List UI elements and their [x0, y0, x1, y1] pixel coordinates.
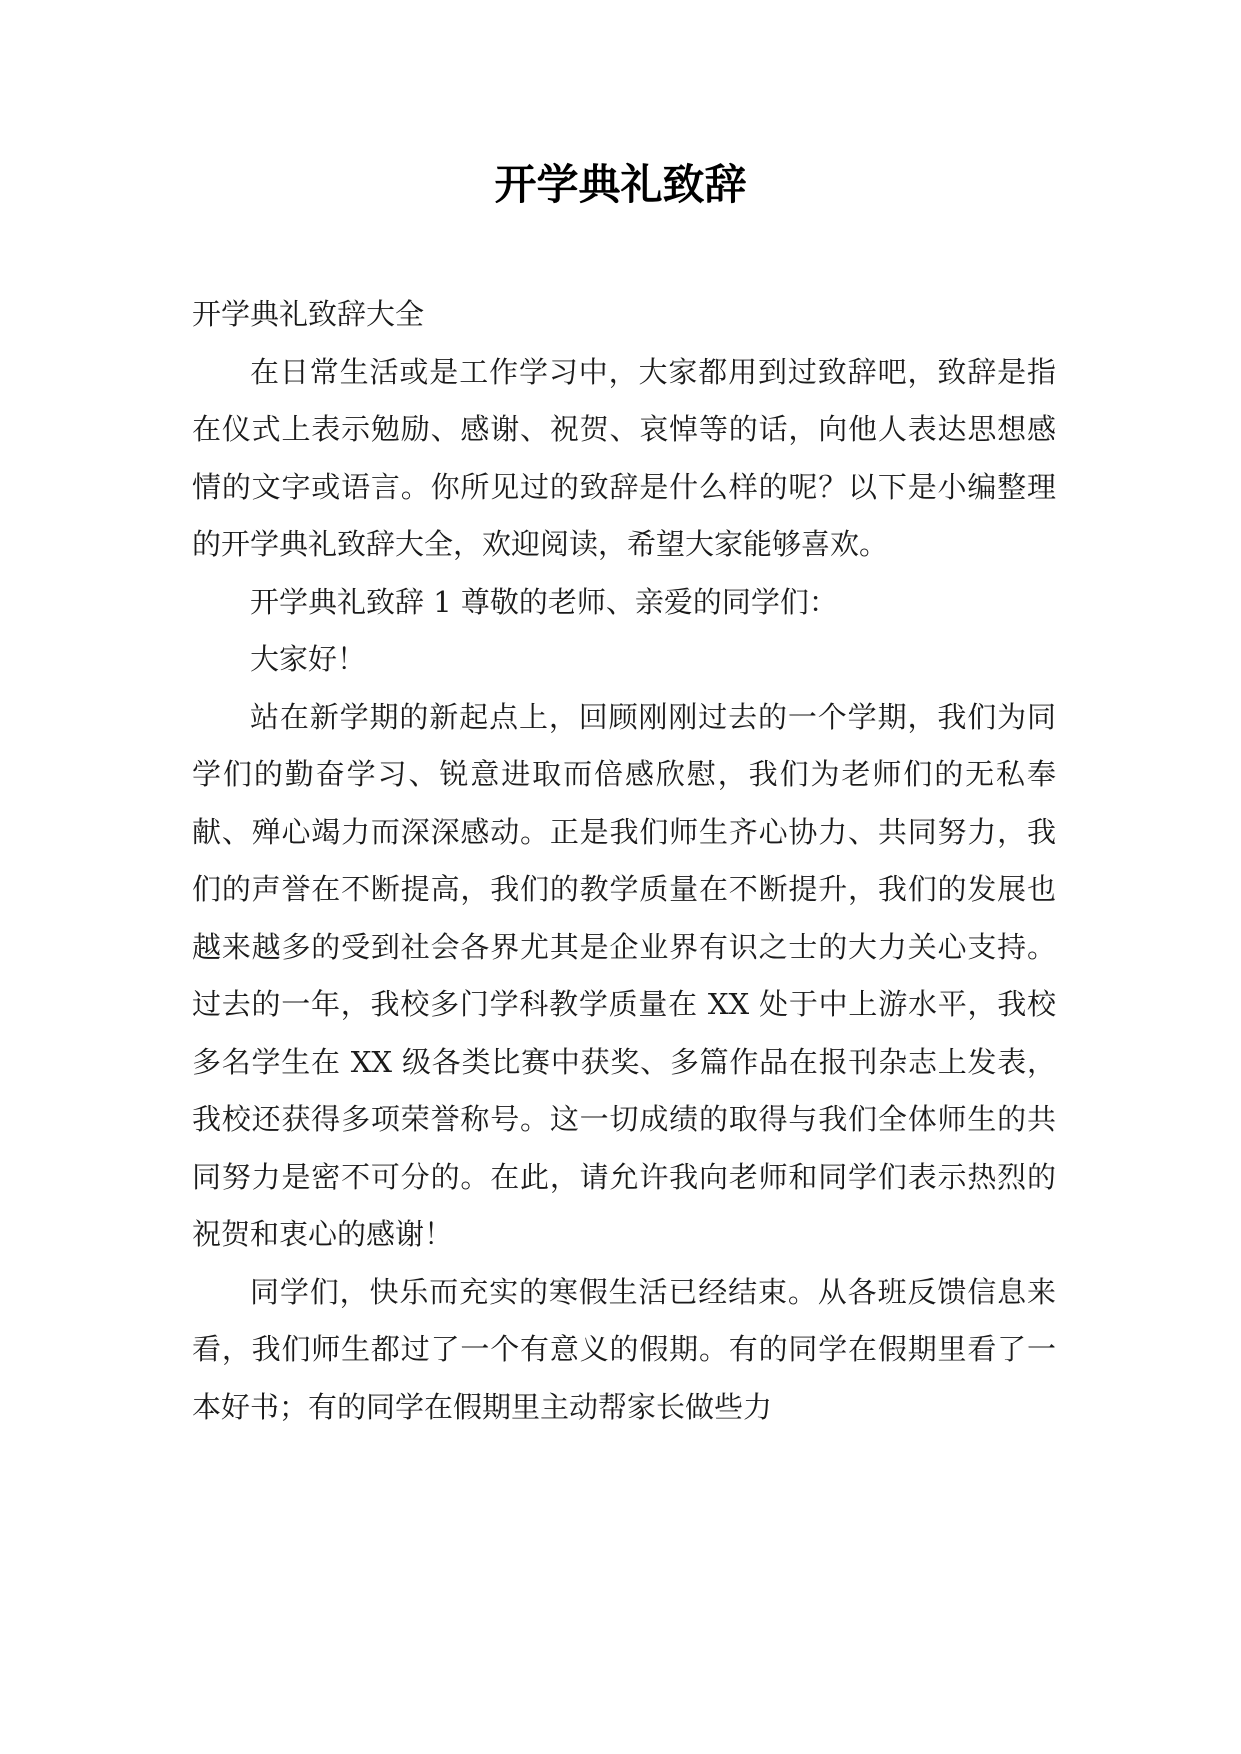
speech-heading-paragraph: 开学典礼致辞 1 尊敬的老师、亲爱的同学们：	[250, 584, 838, 619]
subtitle-paragraph: 开学典礼致辞大全	[192, 297, 425, 331]
document-title: 开学典礼致辞	[494, 160, 747, 209]
intro-paragraph: 在日常生活或是工作学习中，大家都用到过致辞吧，致辞是指在仪式上表示勉励、感谢、祝贺、哀悼等的话，向他人表达思想感情的文字或语言。你所见过的致辞是什么样的呢？以下是小编整理的开学典礼致辞大全，欢迎阅读，希望大家能够喜欢。	[192, 354, 1056, 561]
body-paragraph: 同学们，快乐而充实的寒假生活已经结束。从各班反馈信息来看，我们师生都过了一个有意义的假期。有的同学在假期里看了一本好书；有的同学在假期里主动帮家长做些力	[192, 1274, 1056, 1424]
body-paragraph: 站在新学期的新起点上，回顾刚刚过去的一个学期，我们为同学们的勤奋学习、锐意进取而倍感欣慰，我们为老师们的无私奉献、殚心竭力而深深感动。正是我们师生齐心协力、共同努力，我们的声誉在不断提高，我们的教学质量在不断提升，我们的发展也越来越多的受到社会各界尤其是企业界有识之士的大力关心支持。过去的一年，我校多门学科教学质量在 XX 处于中上游水平，我校多名学生在 XX 级各类比赛中获奖、多篇作品在报刊杂志上发表，我校还获得多项荣誉称号。这一切成绩的取得与我们全体师生的共同努力是密不可分的。在此，请允许我向老师和同学们表示热烈的祝贺和衷心的感谢！	[192, 699, 1056, 1251]
document-body	[192, 286, 1056, 1436]
greeting-paragraph: 大家好！	[250, 642, 367, 676]
